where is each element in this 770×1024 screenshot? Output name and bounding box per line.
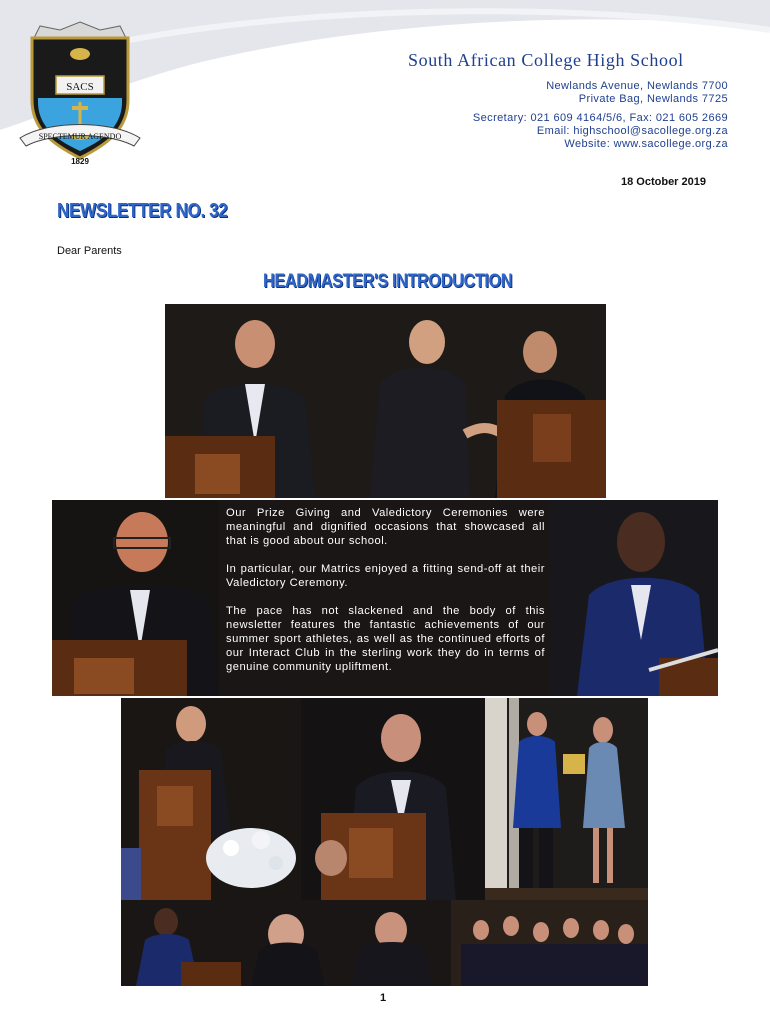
photo-podium-speaker: [301, 698, 485, 900]
intro-paragraph-1: Our Prize Giving and Valedictory Ceremonies were meaningful and dignified occasions that showcased all that is good about our school.: [226, 507, 545, 547]
contact-email: Email: highschool@sacollege.org.za: [536, 125, 728, 137]
photo-award-presentation: [485, 698, 648, 900]
school-name: South African College High School: [408, 50, 684, 70]
photo-students-farewell: [121, 900, 648, 986]
crest-year: 1829: [71, 157, 89, 166]
section-title: HEADMASTER'S INTRODUCTION: [263, 271, 513, 292]
intro-text: [226, 506, 545, 688]
school-crest-logo: [18, 20, 142, 170]
photo-lectern-flowers: [121, 698, 301, 900]
intro-paragraph-3: The pace has not slackened and the body of this newsletter features the fantastic achievements of our summer sport athletes, as well as the continued efforts of our Interact Club in the sterling work they do in terms of genuine community upliftment.: [226, 605, 545, 673]
page-number: 1: [380, 992, 387, 1004]
photo-prize-giving-handshake: [165, 304, 606, 498]
contact-phone-fax: Secretary: 021 609 4164/5/6, Fax: 021 605 2669: [472, 112, 728, 124]
photo-speaker-left: [52, 500, 219, 696]
contact-website: Website: www.sacollege.org.za: [564, 138, 728, 150]
intro-paragraph-2: In particular, our Matrics enjoyed a fitting send-off at their Valedictory Ceremony.: [226, 563, 545, 589]
crest-motto: SPECTEMUR AGENDO: [38, 132, 122, 141]
address-line-2: Private Bag, Newlands 7725: [578, 93, 728, 105]
salutation: Dear Parents: [57, 245, 122, 257]
address-line-1: Newlands Avenue, Newlands 7700: [546, 80, 728, 92]
newsletter-date: 18 October 2019: [621, 176, 706, 188]
photo-student-speaker: [549, 500, 718, 696]
newsletter-title: NEWSLETTER NO. 32: [57, 200, 228, 222]
crest-text: SACS: [66, 81, 94, 93]
